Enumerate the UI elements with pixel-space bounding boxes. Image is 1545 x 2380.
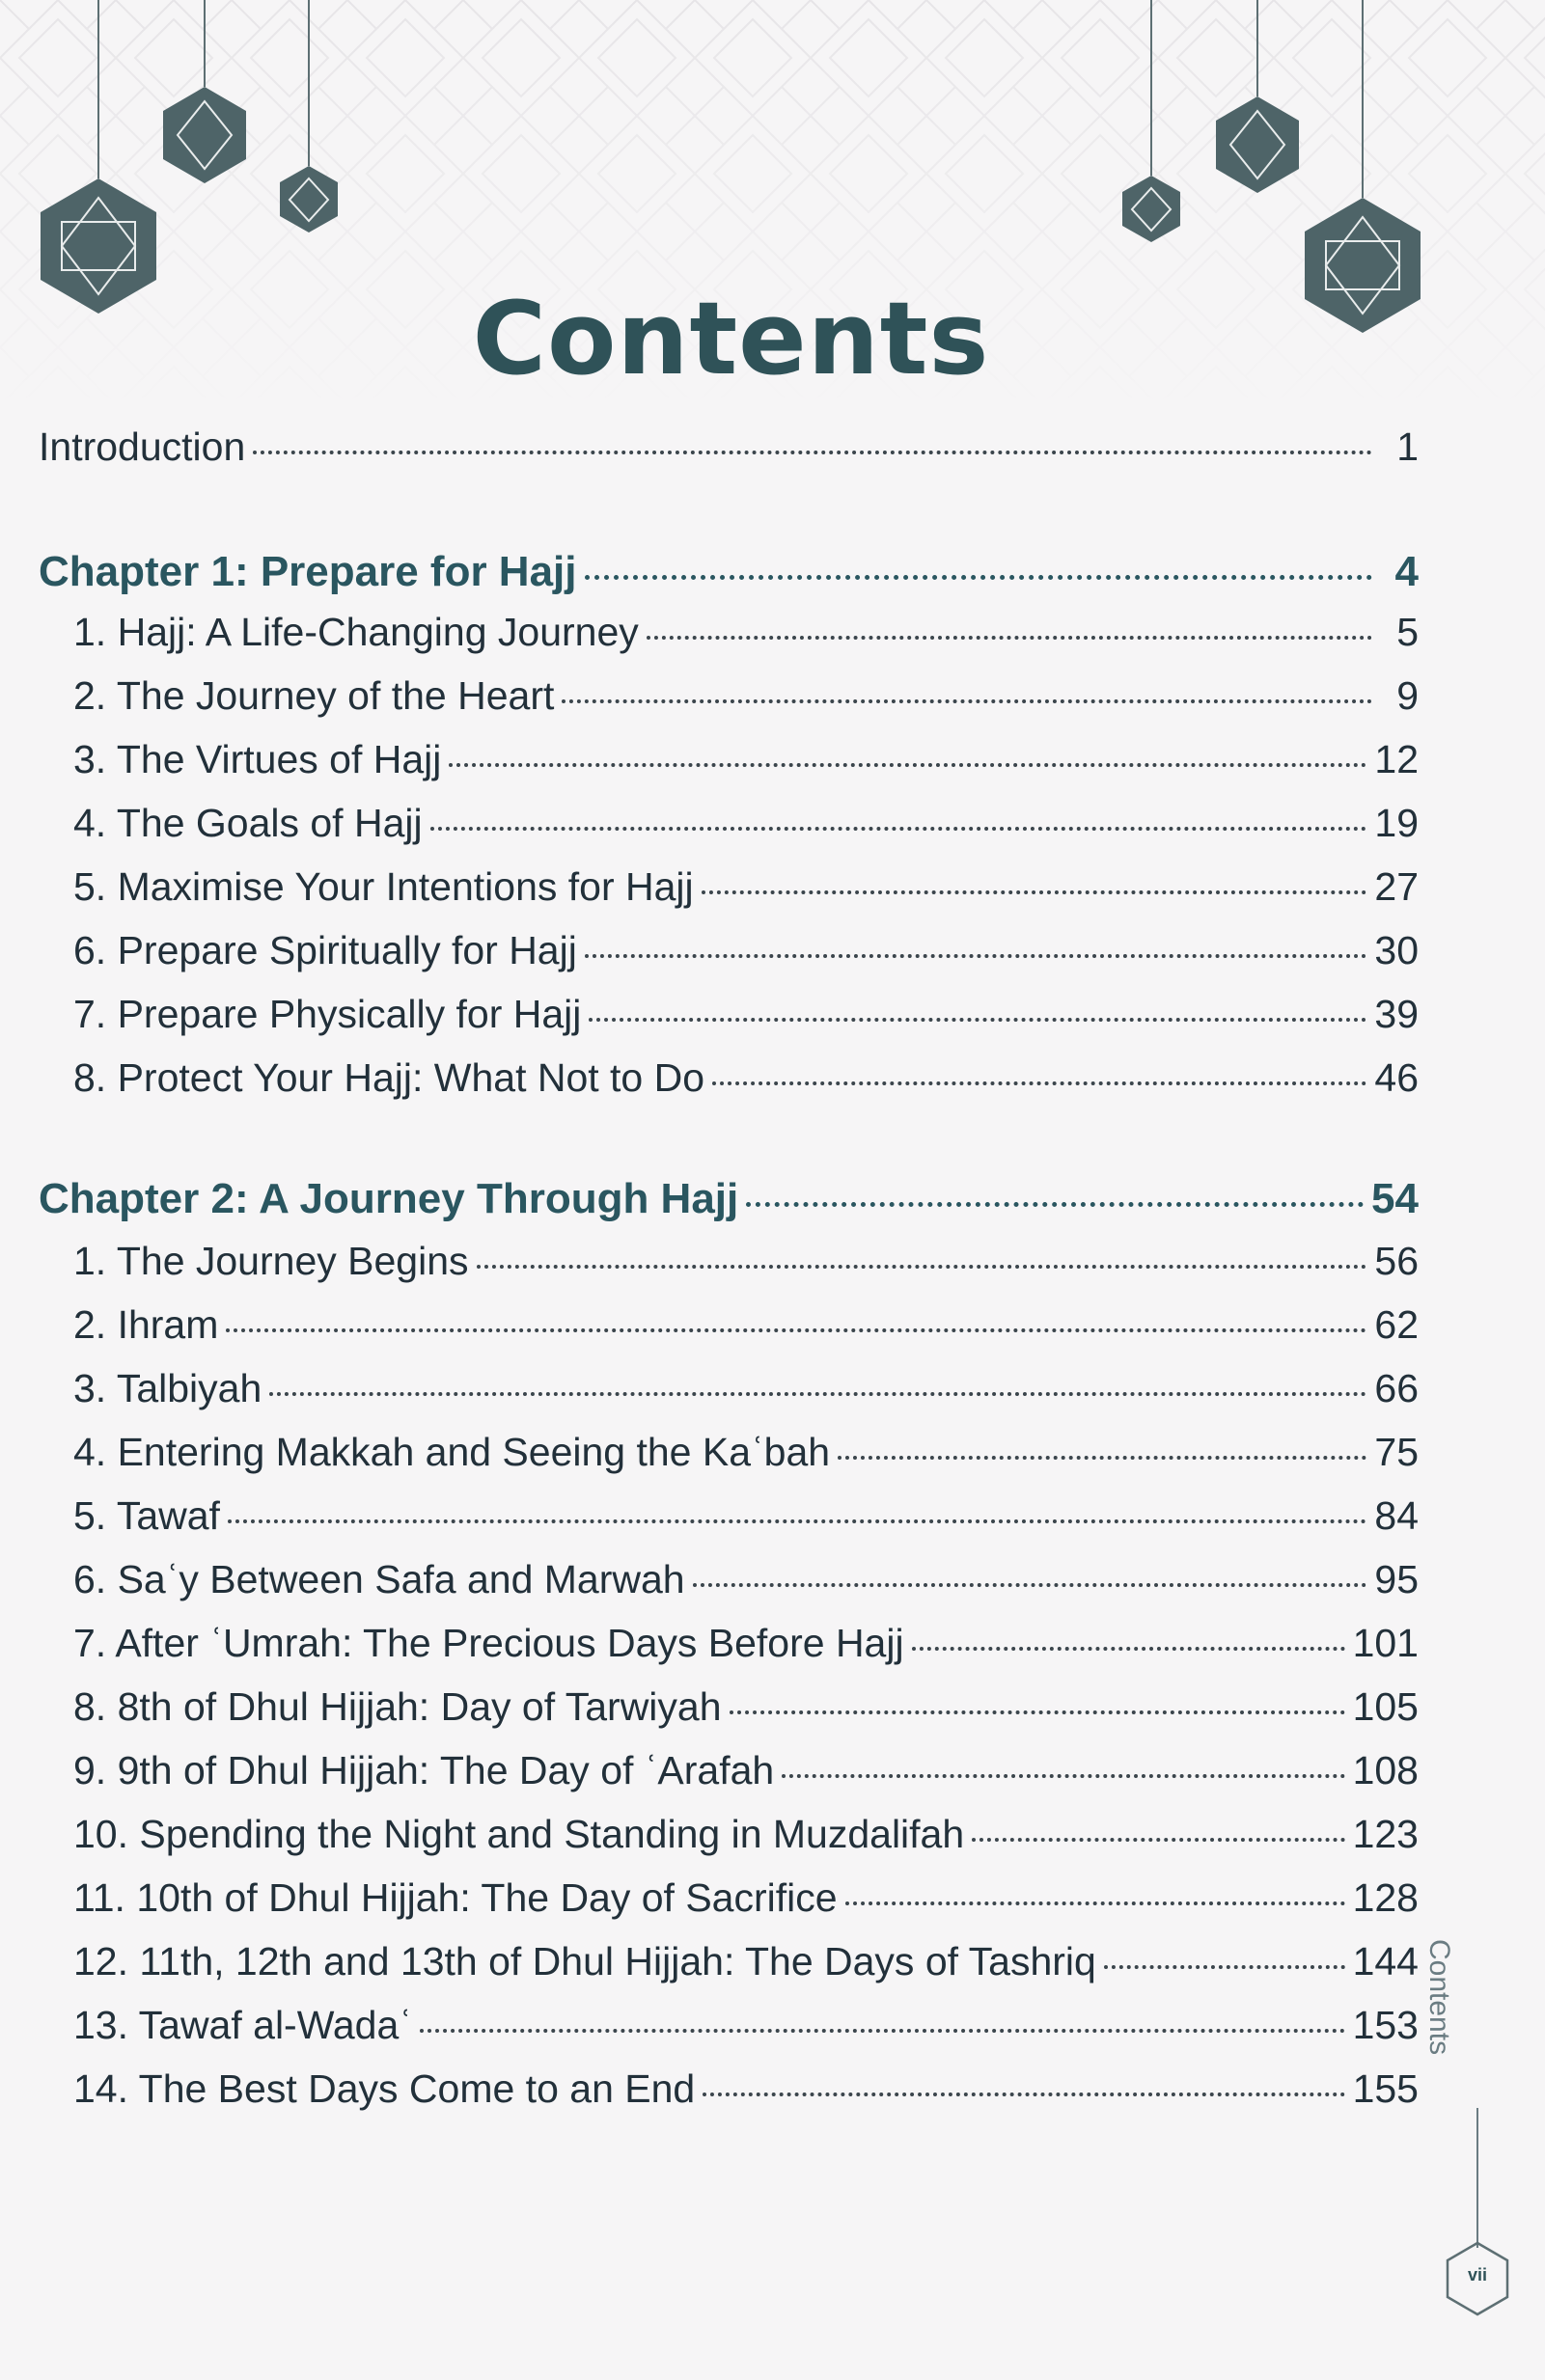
toc-entry-label: 5. Tawaf bbox=[73, 1493, 220, 1538]
toc-entry-row[interactable] bbox=[39, 992, 1419, 1037]
dot-leader bbox=[693, 1583, 1367, 1587]
toc-entry-row[interactable] bbox=[39, 1366, 1419, 1411]
toc-entry-label: 9. 9th of Dhul Hijjah: The Day of ʿArafah bbox=[73, 1748, 775, 1792]
dot-leader bbox=[782, 1774, 1344, 1778]
dot-leader bbox=[845, 1901, 1345, 1905]
toc-entry-row[interactable] bbox=[39, 1684, 1419, 1730]
dot-leader bbox=[589, 1018, 1366, 1022]
toc-entry-row[interactable] bbox=[39, 1748, 1419, 1793]
toc-entry-label: 10. Spending the Night and Standing in Muzdalifah bbox=[73, 1812, 965, 1856]
toc-entry-row[interactable] bbox=[39, 1055, 1419, 1101]
dot-leader bbox=[712, 1081, 1366, 1085]
dot-leader bbox=[228, 1519, 1366, 1523]
running-header-rule bbox=[1476, 2108, 1478, 2248]
toc-page-number: 153 bbox=[1352, 2003, 1419, 2047]
toc-entry-row[interactable] bbox=[39, 801, 1419, 846]
toc-chapter-row[interactable] bbox=[39, 548, 1419, 596]
toc-entry-label: 13. Tawaf al-Wadaʿ bbox=[73, 2003, 412, 2047]
toc-entry-label: Chapter 2: A Journey Through Hajj bbox=[39, 1175, 739, 1222]
dot-leader bbox=[647, 636, 1372, 640]
toc-page-number: 105 bbox=[1352, 1684, 1419, 1729]
dot-leader bbox=[746, 1202, 1364, 1207]
toc-entry-row[interactable] bbox=[39, 673, 1419, 719]
toc-page-number: 30 bbox=[1374, 928, 1419, 972]
toc-entry-label: 12. 11th, 12th and 13th of Dhul Hijjah: The Days of Tashriq bbox=[73, 1939, 1096, 1983]
toc-entry-label: 7. After ʿUmrah: The Precious Days Before Hajj bbox=[73, 1621, 904, 1665]
toc-page-number: 12 bbox=[1374, 737, 1419, 781]
toc-entry-label: 3. Talbiyah bbox=[73, 1366, 262, 1410]
page-title: Contents bbox=[472, 280, 990, 397]
toc-entry-label: 14. The Best Days Come to an End bbox=[73, 2066, 696, 2111]
dot-leader bbox=[420, 2029, 1345, 2033]
toc-entry-row[interactable] bbox=[39, 1239, 1419, 1284]
toc-entry-row[interactable] bbox=[39, 1939, 1419, 1984]
toc-entry-row[interactable] bbox=[39, 610, 1419, 655]
toc-page-number: 123 bbox=[1352, 1812, 1419, 1856]
dot-leader bbox=[477, 1265, 1367, 1269]
toc-entry-row[interactable] bbox=[39, 1621, 1419, 1666]
toc-entry-row[interactable] bbox=[39, 864, 1419, 910]
toc-entry-row[interactable] bbox=[39, 1302, 1419, 1348]
toc-page-number: 101 bbox=[1352, 1621, 1419, 1665]
toc-page-number: 84 bbox=[1374, 1493, 1419, 1538]
dot-leader bbox=[430, 827, 1367, 831]
toc-page-number: 9 bbox=[1396, 673, 1419, 718]
toc-entry-row[interactable] bbox=[39, 1493, 1419, 1539]
toc-page-number: 155 bbox=[1352, 2066, 1419, 2111]
toc-entry-label: 4. The Goals of Hajj bbox=[73, 801, 423, 845]
dot-leader bbox=[585, 954, 1367, 958]
toc-entry-row[interactable] bbox=[39, 2003, 1419, 2048]
toc-entry-label: 6. Prepare Spiritually for Hajj bbox=[73, 928, 577, 972]
toc-page-number: 128 bbox=[1352, 1875, 1419, 1920]
toc-entry-row[interactable] bbox=[39, 1430, 1419, 1475]
toc-page-number: 5 bbox=[1396, 610, 1419, 654]
toc-page-number: 27 bbox=[1374, 864, 1419, 909]
toc-entry-row[interactable] bbox=[39, 424, 1419, 470]
dot-leader bbox=[585, 575, 1373, 580]
toc-entry-label: 2. The Journey of the Heart bbox=[73, 673, 555, 718]
dot-leader bbox=[730, 1710, 1345, 1714]
toc-entry-label: 11. 10th of Dhul Hijjah: The Day of Sacrifice bbox=[73, 1875, 838, 1920]
toc-page-number: 1 bbox=[1396, 424, 1419, 469]
dot-leader bbox=[562, 699, 1372, 703]
toc-page-number: 62 bbox=[1374, 1302, 1419, 1347]
toc-entry-row[interactable] bbox=[39, 1557, 1419, 1602]
toc-entry-label: 6. Saʿy Between Safa and Marwah bbox=[73, 1557, 685, 1601]
toc-entry-label: 2. Ihram bbox=[73, 1302, 219, 1347]
toc-entry-label: 3. The Virtues of Hajj bbox=[73, 737, 442, 781]
dot-leader bbox=[703, 2093, 1344, 2096]
toc-page-number: 75 bbox=[1374, 1430, 1419, 1474]
toc-page-number: 54 bbox=[1371, 1175, 1419, 1222]
toc-entry-row[interactable] bbox=[39, 1875, 1419, 1921]
toc-entry-label: 8. Protect Your Hajj: What Not to Do bbox=[73, 1055, 705, 1100]
dot-leader bbox=[226, 1328, 1366, 1332]
dot-leader bbox=[838, 1456, 1366, 1460]
dot-leader bbox=[253, 451, 1372, 454]
toc-entry-label: 7. Prepare Physically for Hajj bbox=[73, 992, 582, 1036]
toc-chapter-row[interactable] bbox=[39, 1175, 1419, 1223]
toc-entry-label: 1. Hajj: A Life-Changing Journey bbox=[73, 610, 639, 654]
dot-leader bbox=[1104, 1965, 1345, 1969]
toc-entry-row[interactable] bbox=[39, 2066, 1419, 2112]
toc-entry-label: 4. Entering Makkah and Seeing the Kaʿbah bbox=[73, 1430, 831, 1474]
toc-page-number: 108 bbox=[1352, 1748, 1419, 1792]
toc-page-number: 39 bbox=[1374, 992, 1419, 1036]
toc-entry-label: 1. The Journey Begins bbox=[73, 1239, 469, 1283]
dot-leader bbox=[269, 1392, 1366, 1396]
dot-leader bbox=[449, 763, 1366, 767]
toc-page-number: 56 bbox=[1374, 1239, 1419, 1283]
toc-page-number: 66 bbox=[1374, 1366, 1419, 1410]
toc-entry-label: Chapter 1: Prepare for Hajj bbox=[39, 548, 577, 595]
toc-page-number: 4 bbox=[1394, 548, 1419, 595]
dot-leader bbox=[972, 1838, 1344, 1842]
toc-entry-label: 5. Maximise Your Intentions for Hajj bbox=[73, 864, 694, 909]
toc-page-number: 46 bbox=[1374, 1055, 1419, 1100]
toc-entry-label: 8. 8th of Dhul Hijjah: Day of Tarwiyah bbox=[73, 1684, 722, 1729]
toc-page-number: 144 bbox=[1352, 1939, 1419, 1983]
toc-entry-row[interactable] bbox=[39, 928, 1419, 973]
toc-entry-row[interactable] bbox=[39, 737, 1419, 782]
toc-page-number: 95 bbox=[1374, 1557, 1419, 1601]
dot-leader bbox=[912, 1647, 1345, 1651]
page-number: vii bbox=[1467, 2265, 1487, 2284]
toc-page-number: 19 bbox=[1374, 801, 1419, 845]
toc-entry-row[interactable] bbox=[39, 1812, 1419, 1857]
toc-entry-label: Introduction bbox=[39, 424, 246, 469]
running-header: Contents bbox=[1423, 1939, 1455, 2056]
dot-leader bbox=[702, 890, 1367, 894]
